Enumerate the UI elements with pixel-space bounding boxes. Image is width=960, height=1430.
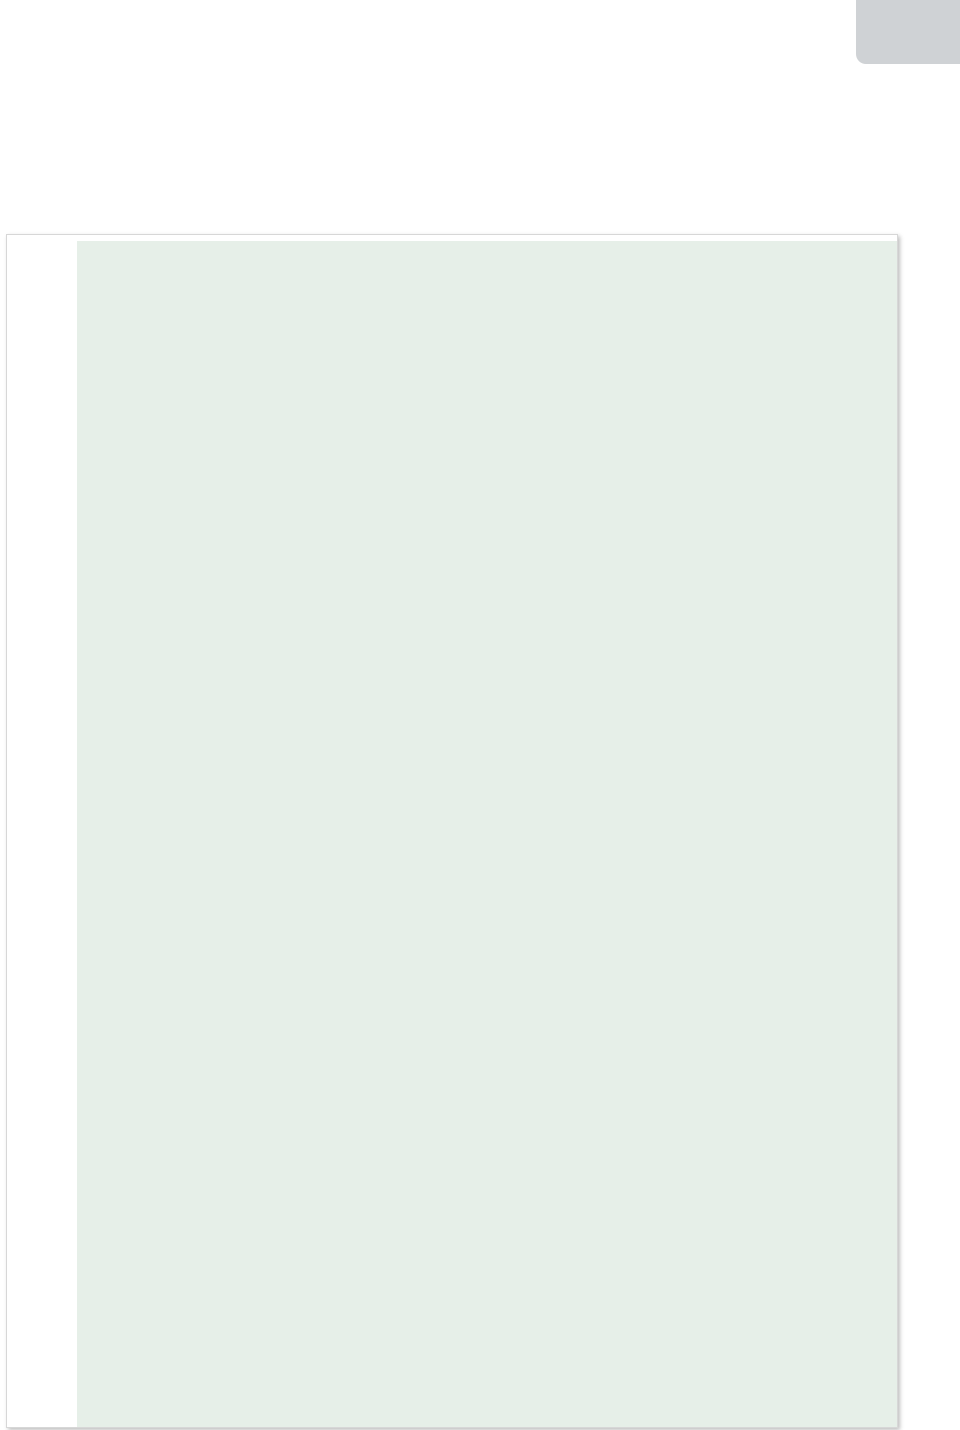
zus-form bbox=[6, 234, 898, 1428]
page-number-tab bbox=[856, 0, 960, 64]
form-layer bbox=[7, 235, 899, 1429]
